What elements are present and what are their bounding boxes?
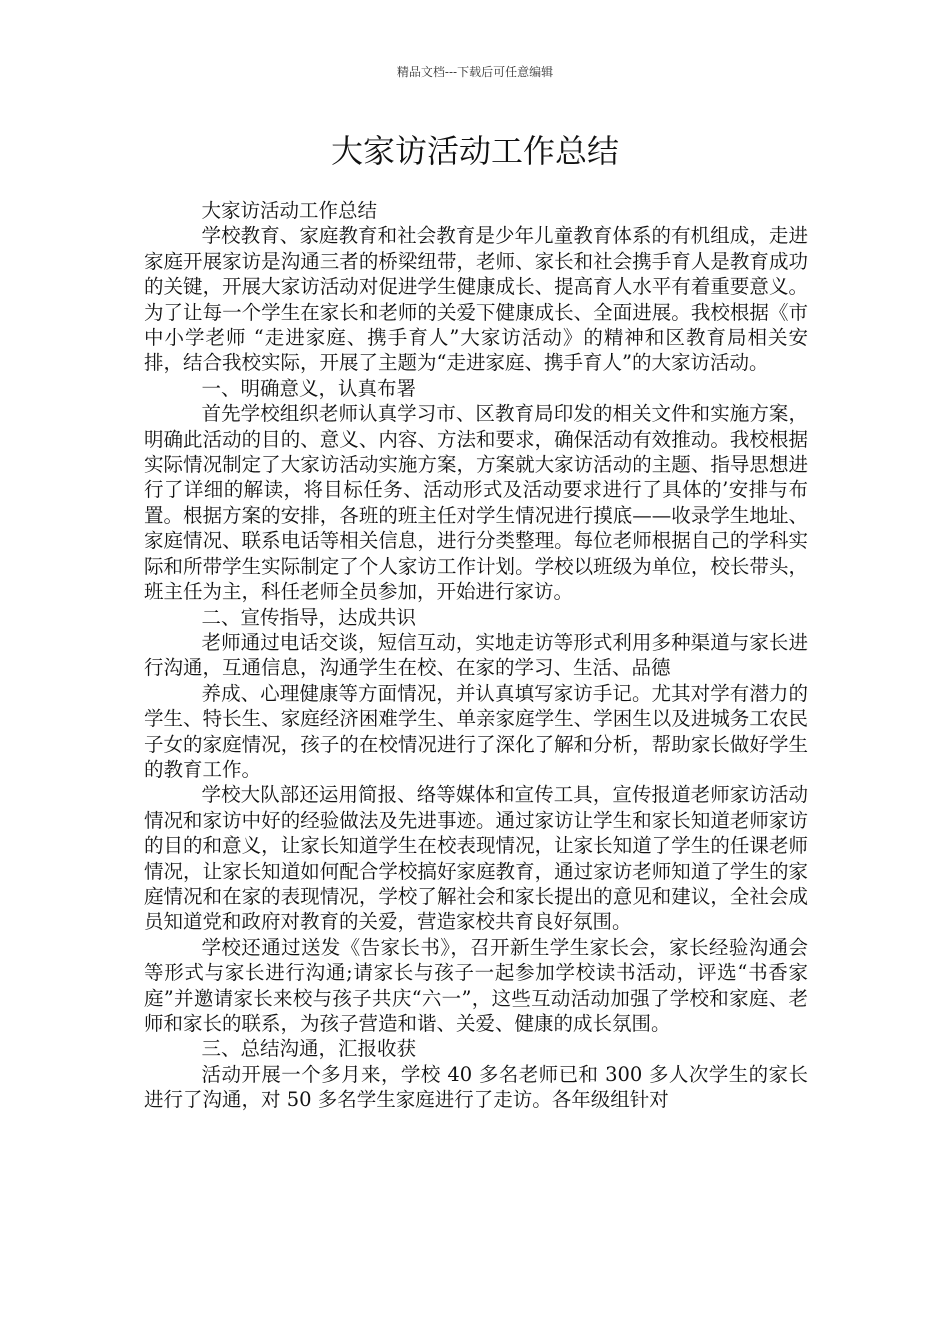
paragraph-subtitle: 大家访活动工作总结 [201,199,378,222]
paragraph-section-3: 活动开展一个多月来，学校 40 多名老师已和 300 多人次学生的家长进行了沟通，对 50 多名学生家庭进行了走访。各年级组针对 [144,1062,808,1112]
paragraph-section-2d: 学校还通过送发《告家长书》，召开新生学生家长会，家长经验沟通会等形式与家长进行沟通;请家长与孩子一起参加学校读书活动，评选“书香家庭”并邀请家长来校与孩子共庆“六一”，这些互动活动加强了学校和家庭、老师和家长的联系，为孩子营造和谐、关爱、健康的成长氛围。 [144,935,808,1035]
paragraph-section-1: 首先学校组织老师认真学习市、区教育局印发的相关文件和实施方案，明确此活动的目的、意义、内容、方法和要求，确保活动有效推动。我校根据实际情况制定了大家访活动实施方案，方案就大家访活动的主题、指导思想进行了详细的解读，将目标任务、活动形式及活动要求进行了具体的’安排与布置。根据方案的安排，各班的班主任对学生情况进行摸底——收录学生地址、家庭情况、联系电话等相关信息，进行分类整理。每位老师根据自己的学科实际和所带学生实际制定了个人家访工作计划。学校以班级为单位，校长带头，班主任为主，科任老师全员参加，开始进行家访。 [144,402,808,604]
paragraph-section-2c: 学校大队部还运用简报、络等媒体和宣传工具，宣传报道老师家访活动情况和家访中好的经验做法及先进事迹。通过家访让学生和家长知道老师家访的目的和意义，让家长知道学生在校表现情况，让家长知道了学生的任课老师情况，让家长知道如何配合学校搞好家庭教育，通过家访老师知道了学生的家庭情况和在家的表现情况，学校了解社会和家长提出的意见和建议，全社会成员知道党和政府对教育的关爱，营造家校共育良好氛围。 [144,783,808,934]
document-title: 大家访活动工作总结 [330,132,619,170]
paragraph-intro: 学校教育、家庭教育和社会教育是少年儿童教育体系的有机组成，走进家庭开展家访是沟通三者的桥梁纽带，老师、家长和社会携手育人是教育成功的关键，开展大家访活动对促进学生健康成长、提高育人水平有着重要意义。为了让每一个学生在家长和老师的关爱下健康成长、全面进展。我校根据《市中小学老师 “走进家庭、携手育人”大家访活动》的精神和区教育局相关安排，结合我校实际，开展了主题为“走进家庭、携手育人”的大家访活动。 [144,224,808,375]
section-heading-2: 二、宣传指导，达成共识 [201,605,417,629]
paragraph-section-2b: 养成、心理健康等方面情况，并认真填写家访手记。尤其对学有潜力的学生、特长生、家庭经济困难学生、单亲家庭学生、学困生以及进城务工农民子女的家庭情况，孩子的在校情况进行了深化了解和分析，帮助家长做好学生的教育工作。 [144,681,808,781]
section-heading-1: 一、明确意义，认真布署 [201,376,417,400]
page-header: 精品文档---下载后可任意编辑 [396,65,554,79]
paragraph-section-2a: 老师通过电话交谈，短信互动，实地走访等形式利用多种渠道与家长进行沟通，互通信息，沟通学生在校、在家的学习、生活、品德 [144,630,808,680]
section-heading-3: 三、总结沟通，汇报收获 [201,1037,417,1061]
document-body [144,198,808,1113]
